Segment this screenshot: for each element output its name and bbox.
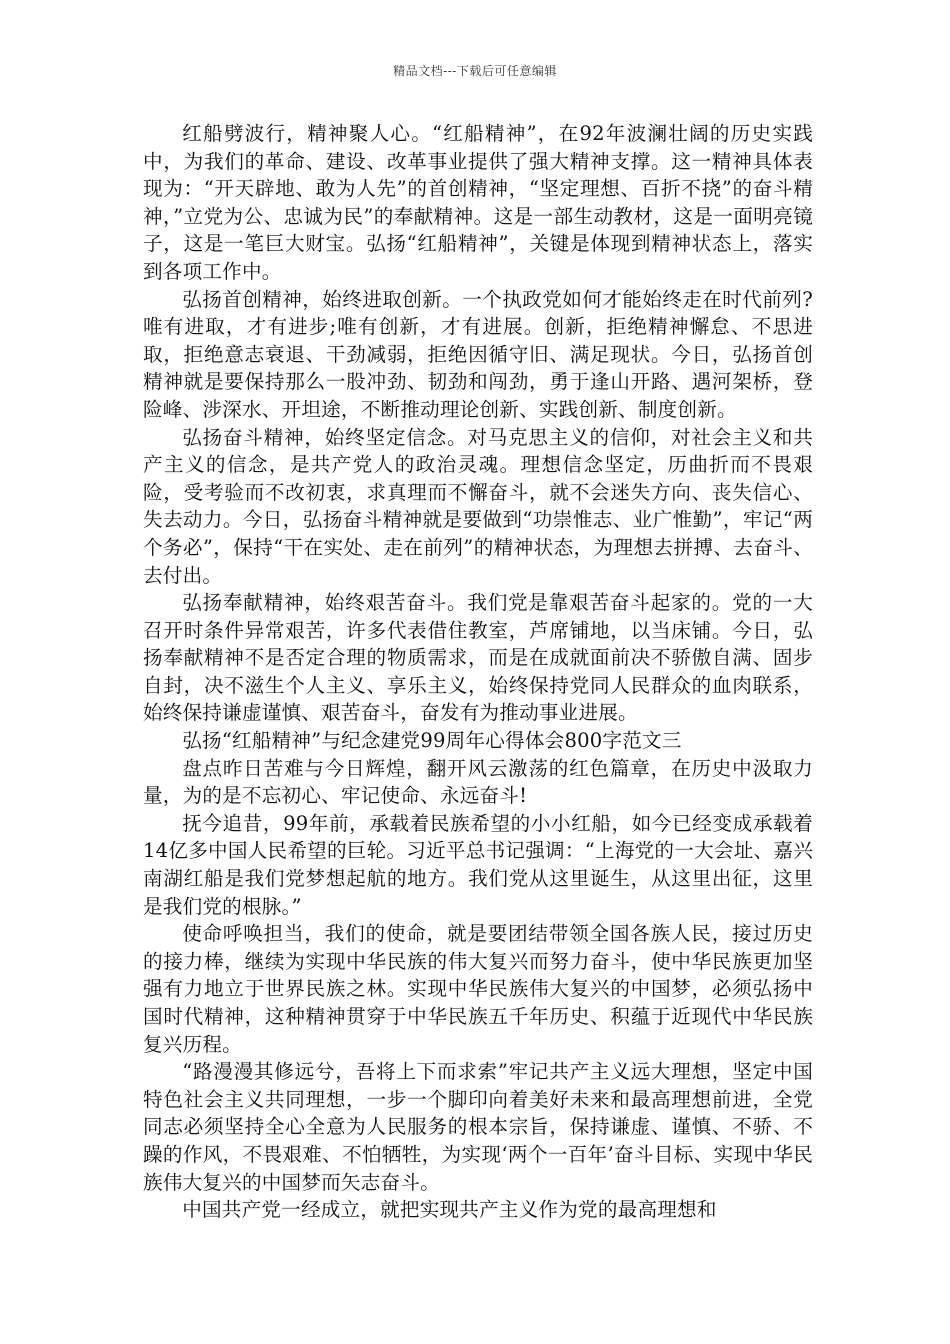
- paragraph-8: “路漫漫其修远兮，吾将上下而求索”牢记共产主义远大理想，坚定中国特色社会主义共同理想，一步一个脚印向着美好未来和最高理想前进，全党同志必须坚持全心全意为人民服务的根本宗旨，保持谦虚、谨慎、不骄、不躁的作风，不畏艰难、不怕牺牲，为实现‘两个一百年’奋斗目标、实现中华民族伟大复兴的中国梦而矢志奋斗。: [143, 1060, 813, 1194]
- paragraph-7: 使命呼唤担当，我们的使命，就是要团结带领全国各族人民，接过历史的接力棒，继续为实现中华民族的伟大复兴而努力奋斗，使中华民族更加坚强有力地立于世界民族之林。实现中华民族伟大复兴的中国梦，必须弘扬中国时代精神，这种精神贯穿于中华民族五千年历史、积蕴于近现代中华民族复兴历程。: [143, 922, 813, 1056]
- section-title: 弘扬“红船精神”与纪念建党99周年心得体会800字范文三: [182, 729, 682, 753]
- paragraph-1: 红船劈波行，精神聚人心。“红船精神”，在92年波澜壮阔的历史实践中，为我们的革命、建设、改革事业提供了强大精神支撑。这一精神具体表现为：“开天辟地、敢为人先”的首创精神，“坚定理想、百折不挠”的奋斗精神，”立党为公、忠诚为民”的奉献精神。这是一部生动教材，这是一面明亮镜子，这是一笔巨大财宝。弘扬“红船精神”，关键是体现到精神状态上，落实到各项工作中。: [143, 122, 813, 283]
- paragraph-4: 弘扬奉献精神，始终艰苦奋斗。我们党是靠艰苦奋斗起家的。党的一大召开时条件异常艰苦，许多代表借住教室，芦席铺地，以当床铺。今日，弘扬奉献精神不是否定合理的物质需求，而是在成就面前决不骄傲自满、固步自封，决不滋生个人主义、享乐主义，始终保持党同人民群众的血肉联系，始终保持谦虚谨慎、艰苦奋斗，奋发有为推动事业进展。: [143, 591, 813, 725]
- page-header: 精品文档---下载后可任意编辑: [393, 64, 557, 78]
- paragraph-5: 盘点昨日苦难与今日辉煌，翻开风云激荡的红色篇章，在历史中汲取力量，为的是不忘初心、牢记使命、永远奋斗!: [143, 756, 813, 808]
- paragraph-9: 中国共产党一经成立，就把实现共产主义作为党的最高理想和: [182, 1198, 717, 1222]
- paragraph-2: 弘扬首创精神，始终进取创新。一个执政党如何才能始终走在时代前列?唯有进取，才有进步;唯有创新，才有进展。创新，拒绝精神懈怠、不思进取，拒绝意志衰退、干劲减弱，拒绝因循守旧、满足现状。今日，弘扬首创精神就是要保持那么一股冲劲、韧劲和闯劲，勇于逢山开路、遇河架桥，登险峰、涉深水、开坦途，不断推动理论创新、实践创新、制度创新。: [143, 287, 813, 421]
- paragraph-6: 抚今追昔，99年前，承载着民族希望的小小红船，如今已经变成承载着14亿多中国人民希望的巨轮。习近平总书记强调：“上海党的一大会址、嘉兴南湖红船是我们党梦想起航的地方。我们党从这里诞生，从这里出征，这里是我们党的根脉。”: [143, 811, 813, 918]
- paragraph-3: 弘扬奋斗精神，始终坚定信念。对马克思主义的信仰，对社会主义和共产主义的信念，是共产党人的政治灵魂。理想信念坚定，历曲折而不畏艰险，受考验而不改初衷，求真理而不懈奋斗，就不会迷失方向、丧失信心、失去动力。今日，弘扬奋斗精神就是要做到“功崇惟志、业广惟勤”，牢记“两个务必”，保持“干在实处、走在前列”的精神状态，为理想去拼搏、去奋斗、去付出。: [143, 425, 813, 587]
- document-body: [143, 120, 813, 1224]
